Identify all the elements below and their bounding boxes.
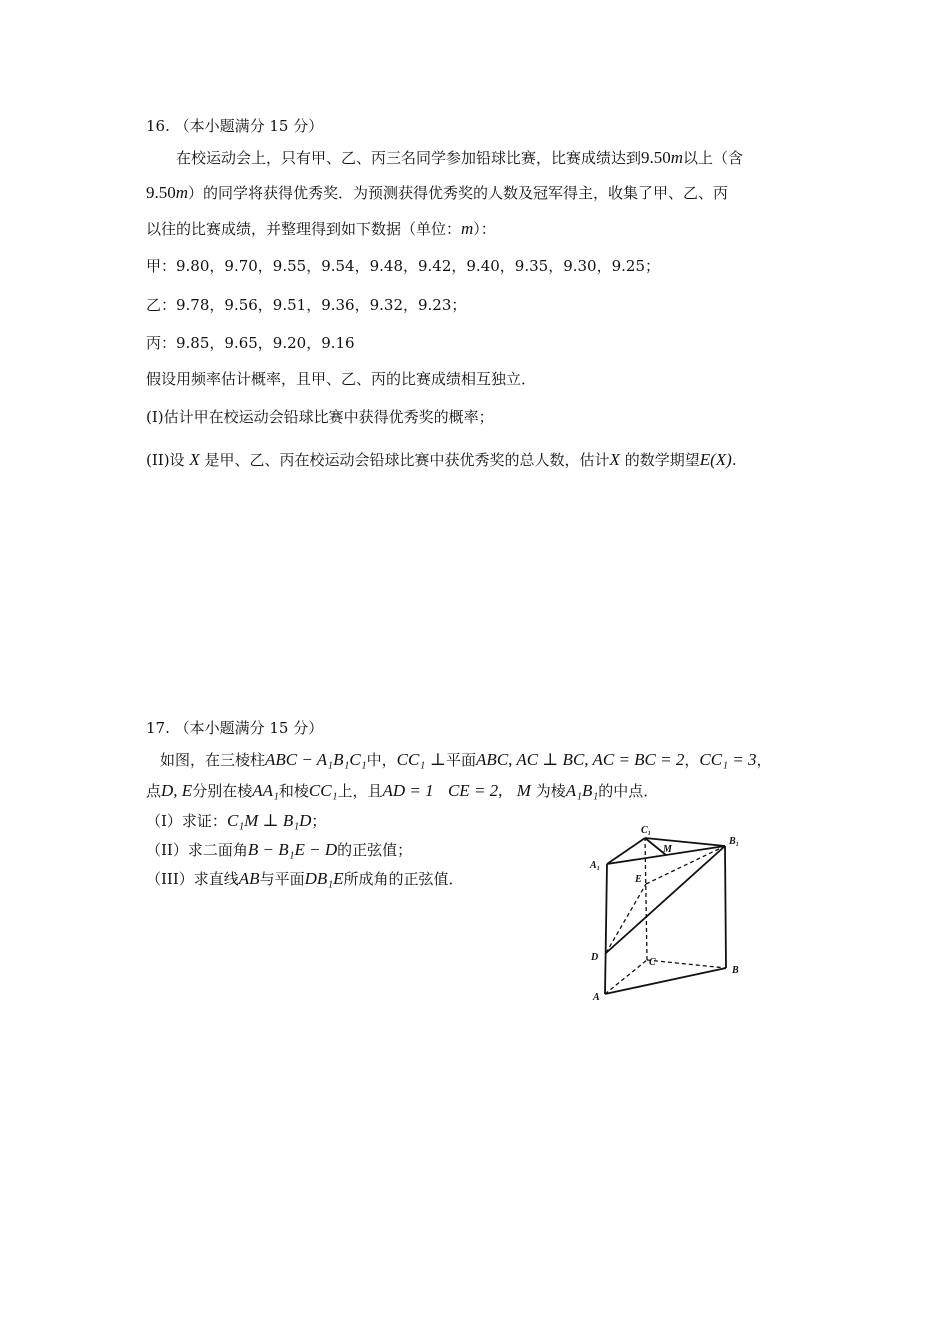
edge-a-b — [605, 968, 726, 994]
q16-intro-line-2: 9.50m）的同学将获得优秀奖．为预测获得优秀奖的人数及冠军得主，收集了甲、乙、丙 — [146, 183, 729, 202]
q16-part1: (I)估计甲在校运动会铅球比赛中获得优秀奖的概率； — [146, 408, 494, 426]
q17-part2: （II）求二面角B − B₁E − D的正弦值； — [146, 840, 413, 859]
label-a1: A₁ — [590, 860, 601, 871]
label-b1: B₁ — [729, 836, 740, 847]
q16-data-bing: 丙：9.85，9.65，9.20，9.16 — [146, 334, 355, 352]
q17-header: 17. （本小题满分 15 分） — [146, 719, 324, 737]
label-d: D — [591, 952, 599, 963]
q16-part2: (II)设 X 是甲、乙、丙在校运动会铅球比赛中获优秀奖的总人数，估计X 的数学期望E(X). — [146, 450, 737, 469]
q16-data-jia: 甲：9.80，9.70，9.55，9.54，9.48，9.42，9.40，9.35，9.30，9.25； — [146, 257, 660, 275]
label-a: A — [593, 992, 600, 1003]
q17-part3: （III）求直线AB与平面DB₁E所成角的正弦值． — [146, 869, 464, 888]
edge-a1-c1 — [607, 838, 645, 864]
q16-intro-line-1: 在校运动会上，只有甲、乙、丙三名同学参加铅球比赛，比赛成绩达到9.50m以上（含 — [176, 148, 744, 167]
edge-c1-b1 — [645, 838, 725, 846]
label-e: E — [635, 874, 642, 885]
q16-assumption: 假设用频率估计概率，且甲、乙、丙的比赛成绩相互独立． — [146, 370, 537, 388]
edge-c-c1 — [645, 838, 647, 960]
label-c1: C₁ — [641, 825, 652, 836]
q17-part1: （I）求证：C₁M ⊥ B₁D； — [146, 811, 327, 830]
label-c: C — [649, 957, 656, 968]
q16-intro-line-3: 以往的比赛成绩，并整理得到如下数据（单位：m）： — [146, 219, 496, 238]
segment-d-e — [606, 884, 646, 953]
label-b: B — [732, 965, 739, 976]
prism-figure — [585, 822, 755, 1007]
q16-data-yi: 乙：9.78，9.56，9.51，9.36，9.32，9.23； — [146, 296, 467, 314]
edge-a-a1 — [605, 864, 607, 994]
label-m: M — [663, 844, 672, 855]
q17-line-2: 点D, E分别在棱AA₁和棱CC₁上，且AD = 1 CE = 2, M 为棱A₁B₁的中点． — [146, 781, 659, 800]
q16-header: 16. （本小题满分 15 分） — [146, 117, 324, 135]
q17-line-1: 如图，在三棱柱ABC − A₁B₁C₁中，CC₁ ⊥平面ABC, AC ⊥ BC, AC = BC = 2，CC₁ = 3， — [160, 750, 772, 769]
edge-c-b — [647, 960, 726, 968]
edge-b-b1 — [725, 846, 726, 968]
